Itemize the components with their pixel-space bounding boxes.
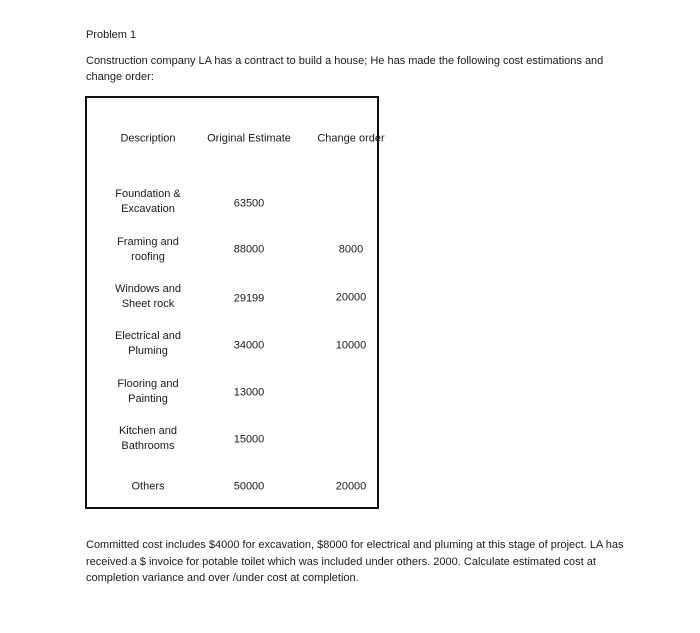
row-description: Kitchen and Bathrooms — [118, 425, 178, 452]
row-original-estimate: 63500 — [233, 197, 265, 210]
problem-heading: Problem 1 — [86, 29, 137, 41]
header-description: Description — [120, 132, 176, 145]
row-description: Flooring and Painting — [117, 378, 179, 405]
row-original-estimate: 34000 — [233, 339, 265, 352]
row-original-estimate: 88000 — [233, 243, 265, 256]
cost-estimate-table — [85, 96, 385, 509]
row-description: Foundation & Excavation — [115, 188, 181, 215]
problem-footer-text: Committed cost includes $4000 for excavation, $8000 for electrical and pluming at this stage of project. LA has received a $ invoice for potable toilet which was included under others. 2000. Calculate estimated cost at completion variance and over /under cost at completion. — [86, 539, 624, 584]
row-change-order: 20000 — [335, 480, 367, 493]
row-original-estimate: 15000 — [233, 433, 265, 446]
row-description: Electrical and Pluming — [114, 330, 182, 357]
row-change-order: 20000 — [335, 291, 367, 304]
row-original-estimate: 13000 — [233, 386, 265, 399]
header-change-order: Change order — [317, 132, 385, 145]
row-change-order: 10000 — [335, 339, 367, 352]
row-description: Framing and roofing — [117, 236, 179, 263]
row-description: Windows and Sheet rock — [114, 283, 182, 310]
header-original-estimate: Original Estimate — [207, 132, 291, 145]
row-change-order: 8000 — [338, 243, 364, 256]
intro-paragraph: Construction company LA has a contract to build a house; He has made the following cost estimations and change order: — [86, 55, 604, 83]
row-original-estimate: 50000 — [233, 480, 265, 493]
row-original-estimate: 29199 — [233, 292, 265, 305]
row-description: Others — [131, 480, 165, 493]
